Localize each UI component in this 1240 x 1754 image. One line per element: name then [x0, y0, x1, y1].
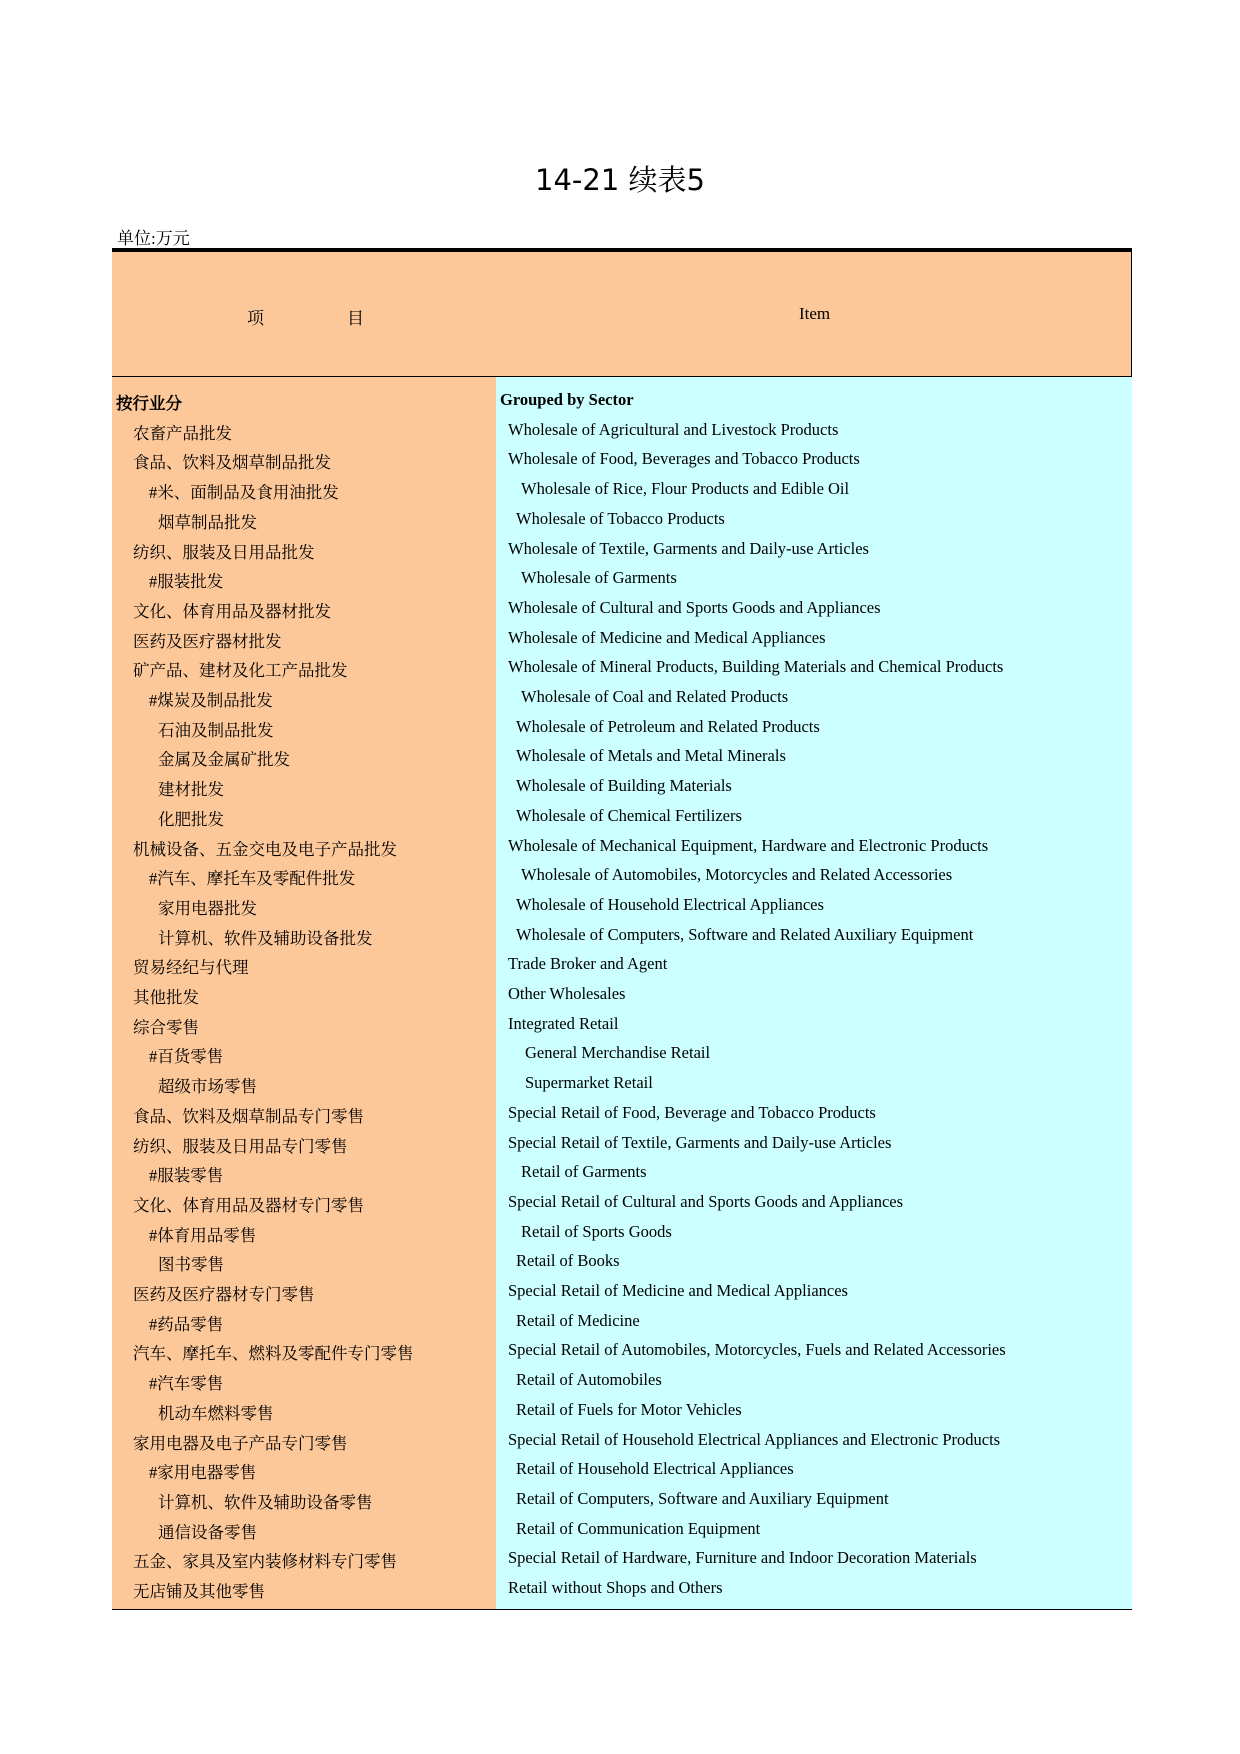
table-row [112, 1335, 1132, 1365]
row-chinese-label: 化肥批发 [158, 809, 224, 829]
table-bottom-rule [112, 1609, 1132, 1610]
row-english-label: Supermarket Retail [525, 1073, 653, 1093]
row-english-label: Wholesale of Food, Beverages and Tobacco Products [508, 449, 860, 469]
row-english-label: Retail of Automobiles [516, 1370, 662, 1390]
row-english-label: Wholesale of Medicine and Medical Appliances [508, 627, 826, 647]
table-row [112, 741, 1132, 771]
row-english-label: Retail of Household Electrical Appliances [516, 1459, 794, 1479]
table-row [112, 1365, 1132, 1395]
table-row [112, 949, 1132, 979]
table-row [112, 534, 1132, 564]
row-english-label: Wholesale of Chemical Fertilizers [516, 805, 742, 825]
row-chinese-label: 食品、饮料及烟草制品专门零售 [133, 1106, 364, 1126]
table-row [112, 1009, 1132, 1039]
row-chinese-label: 纺织、服装及日用品专门零售 [133, 1136, 348, 1156]
row-chinese-label: 其他批发 [133, 988, 199, 1007]
row-english-label: Special Retail of Automobiles, Motorcycles, Fuels and Related Accessories [508, 1340, 1006, 1360]
row-chinese-label: 超级市场零售 [158, 1077, 257, 1097]
row-chinese-label: 医药及医疗器材批发 [133, 631, 282, 651]
row-chinese-label: 医药及医疗器材专门零售 [133, 1285, 315, 1304]
table-row [112, 415, 1132, 445]
table-row [112, 682, 1132, 712]
row-english-label: Wholesale of Cultural and Sports Goods and Appliances [508, 597, 881, 617]
row-chinese-label: 汽车、摩托车、燃料及零配件专门零售 [133, 1344, 414, 1364]
row-english-label: Retail without Shops and Others [508, 1578, 723, 1597]
table-row [112, 1306, 1132, 1336]
row-chinese-label: 家用电器批发 [158, 898, 257, 918]
row-english-label: Wholesale of Coal and Related Products [521, 687, 789, 706]
row-chinese-label: 矿产品、建材及化工产品批发 [133, 661, 348, 681]
row-english-label: Wholesale of Rice, Flour Products and Edible Oil [521, 479, 850, 499]
row-english-label: Trade Broker and Agent [508, 954, 668, 974]
row-chinese-label: #米、面制品及食用油批发 [149, 483, 339, 503]
row-chinese-label: 农畜产品批发 [133, 423, 232, 443]
row-english-label: Wholesale of Metals and Metal Minerals [516, 746, 786, 766]
row-english-label: Wholesale of Household Electrical Appliances [516, 894, 824, 914]
row-chinese-label: 无店铺及其他零售 [133, 1582, 265, 1601]
table-row [112, 1098, 1132, 1128]
table-row [112, 1157, 1132, 1187]
table-row [112, 1514, 1132, 1544]
table-row [112, 1217, 1132, 1247]
table-row [112, 1395, 1132, 1425]
row-chinese-label: 图书零售 [158, 1255, 224, 1275]
row-chinese-label: 家用电器及电子产品专门零售 [133, 1433, 348, 1453]
row-chinese-label: 文化、体育用品及器材批发 [133, 601, 331, 621]
row-english-label: Retail of Garments [521, 1162, 647, 1182]
row-chinese-label: #服装零售 [149, 1166, 224, 1186]
table-row [112, 831, 1132, 861]
table-row [112, 385, 1132, 415]
table-row [112, 860, 1132, 890]
table-row [112, 712, 1132, 742]
row-chinese-label: 贸易经纪与代理 [133, 958, 249, 978]
table-row [112, 652, 1132, 682]
row-english-label: Wholesale of Computers, Software and Related Auxiliary Equipment [516, 924, 974, 944]
row-english-label: Wholesale of Textile, Garments and Daily-use Articles [508, 538, 869, 558]
table-row [112, 504, 1132, 534]
table-row [112, 890, 1132, 920]
row-english-label: Special Retail of Cultural and Sports Goods and Appliances [508, 1191, 904, 1211]
row-chinese-label: #服装批发 [149, 572, 224, 592]
row-english-label: Special Retail of Textile, Garments and Daily-use Articles [508, 1132, 892, 1152]
row-english-label: Wholesale of Agricultural and Livestock Products [508, 419, 839, 439]
unit-label: 单位:万元 [117, 229, 190, 248]
row-chinese-label: 食品、饮料及烟草制品批发 [133, 453, 331, 473]
table-row [112, 1128, 1132, 1158]
row-english-label: Wholesale of Tobacco Products [516, 508, 725, 528]
row-chinese-label: 石油及制品批发 [158, 720, 274, 740]
table-row [112, 474, 1132, 504]
row-english-label: Wholesale of Petroleum and Related Products [516, 716, 820, 736]
row-english-label: Special Retail of Hardware, Furniture and Indoor Decoration Materials [508, 1548, 977, 1568]
row-chinese-label: 机动车燃料零售 [158, 1403, 274, 1423]
row-chinese-label: 计算机、软件及辅助设备批发 [158, 928, 373, 948]
table-row [112, 1543, 1132, 1573]
page-title: 14-21 续表5 [535, 163, 705, 197]
row-chinese-label: 文化、体育用品及器材专门零售 [133, 1195, 364, 1215]
table-row [112, 1187, 1132, 1217]
table-row [112, 979, 1132, 1009]
table-row [112, 444, 1132, 474]
row-chinese-label: 通信设备零售 [158, 1522, 257, 1542]
row-english-label: Retail of Fuels for Motor Vehicles [516, 1399, 742, 1419]
row-english-label: Wholesale of Mechanical Equipment, Hardware and Electronic Products [508, 835, 989, 855]
table-row [112, 801, 1132, 831]
table-row [112, 1425, 1132, 1455]
row-english-label: Grouped by Sector [500, 390, 634, 409]
row-english-label: Wholesale of Building Materials [516, 776, 732, 796]
row-chinese-label: 纺织、服装及日用品批发 [133, 542, 315, 562]
row-english-label: Other Wholesales [508, 984, 626, 1003]
table-row [112, 1454, 1132, 1484]
row-english-label: Retail of Medicine [516, 1310, 640, 1330]
row-chinese-label: 烟草制品批发 [158, 512, 257, 532]
row-english-label: Wholesale of Garments [521, 568, 677, 588]
row-english-label: Retail of Sports Goods [521, 1221, 672, 1241]
table-row [112, 920, 1132, 950]
row-english-label: Wholesale of Automobiles, Motorcycles and Related Accessories [521, 865, 953, 885]
table-row [112, 1246, 1132, 1276]
row-chinese-label: #家用电器零售 [149, 1463, 257, 1483]
table-row [112, 1068, 1132, 1098]
table-row [112, 1276, 1132, 1306]
row-chinese-label: #药品零售 [149, 1314, 224, 1334]
row-english-label: Retail of Communication Equipment [516, 1518, 761, 1538]
table-row [112, 771, 1132, 801]
row-english-label: Retail of Computers, Software and Auxiliary Equipment [516, 1488, 889, 1508]
table-row [112, 563, 1132, 593]
row-english-label: General Merchandise Retail [525, 1043, 711, 1063]
row-english-label: Special Retail of Medicine and Medical Appliances [508, 1281, 848, 1300]
row-chinese-label: #百货零售 [149, 1047, 224, 1067]
row-chinese-label: 机械设备、五金交电及电子产品批发 [133, 839, 397, 859]
row-chinese-label: 建材批发 [158, 780, 224, 800]
row-english-label: Integrated Retail [508, 1013, 619, 1033]
header-english-item: Item [799, 304, 831, 323]
table-row [112, 593, 1132, 623]
row-chinese-label: #体育用品零售 [149, 1225, 257, 1245]
row-chinese-label: 计算机、软件及辅助设备零售 [158, 1492, 373, 1512]
row-english-label: Wholesale of Mineral Products, Building Materials and Chemical Products [508, 657, 1004, 677]
row-chinese-label: #煤炭及制品批发 [149, 691, 273, 710]
header-chinese-item-part1: 项 [247, 309, 264, 328]
table-row [112, 623, 1132, 653]
row-chinese-label: #汽车零售 [149, 1374, 224, 1394]
row-chinese-label: 综合零售 [133, 1017, 199, 1037]
row-chinese-label: 金属及金属矿批发 [158, 750, 290, 770]
row-english-label: Special Retail of Household Electrical Appliances and Electronic Products [508, 1429, 1001, 1449]
row-chinese-label: 五金、家具及室内装修材料专门零售 [133, 1552, 397, 1572]
table-row [112, 1573, 1132, 1603]
row-chinese-label: #汽车、摩托车及零配件批发 [149, 869, 356, 889]
data-table [112, 248, 1132, 1610]
header-chinese-item-part2: 目 [347, 309, 364, 328]
row-english-label: Special Retail of Food, Beverage and Tobacco Products [508, 1102, 876, 1122]
row-chinese-label: 按行业分 [116, 394, 182, 413]
row-english-label: Retail of Books [516, 1251, 620, 1271]
table-row [112, 1484, 1132, 1514]
table-header [112, 252, 1132, 377]
table-row [112, 1038, 1132, 1068]
